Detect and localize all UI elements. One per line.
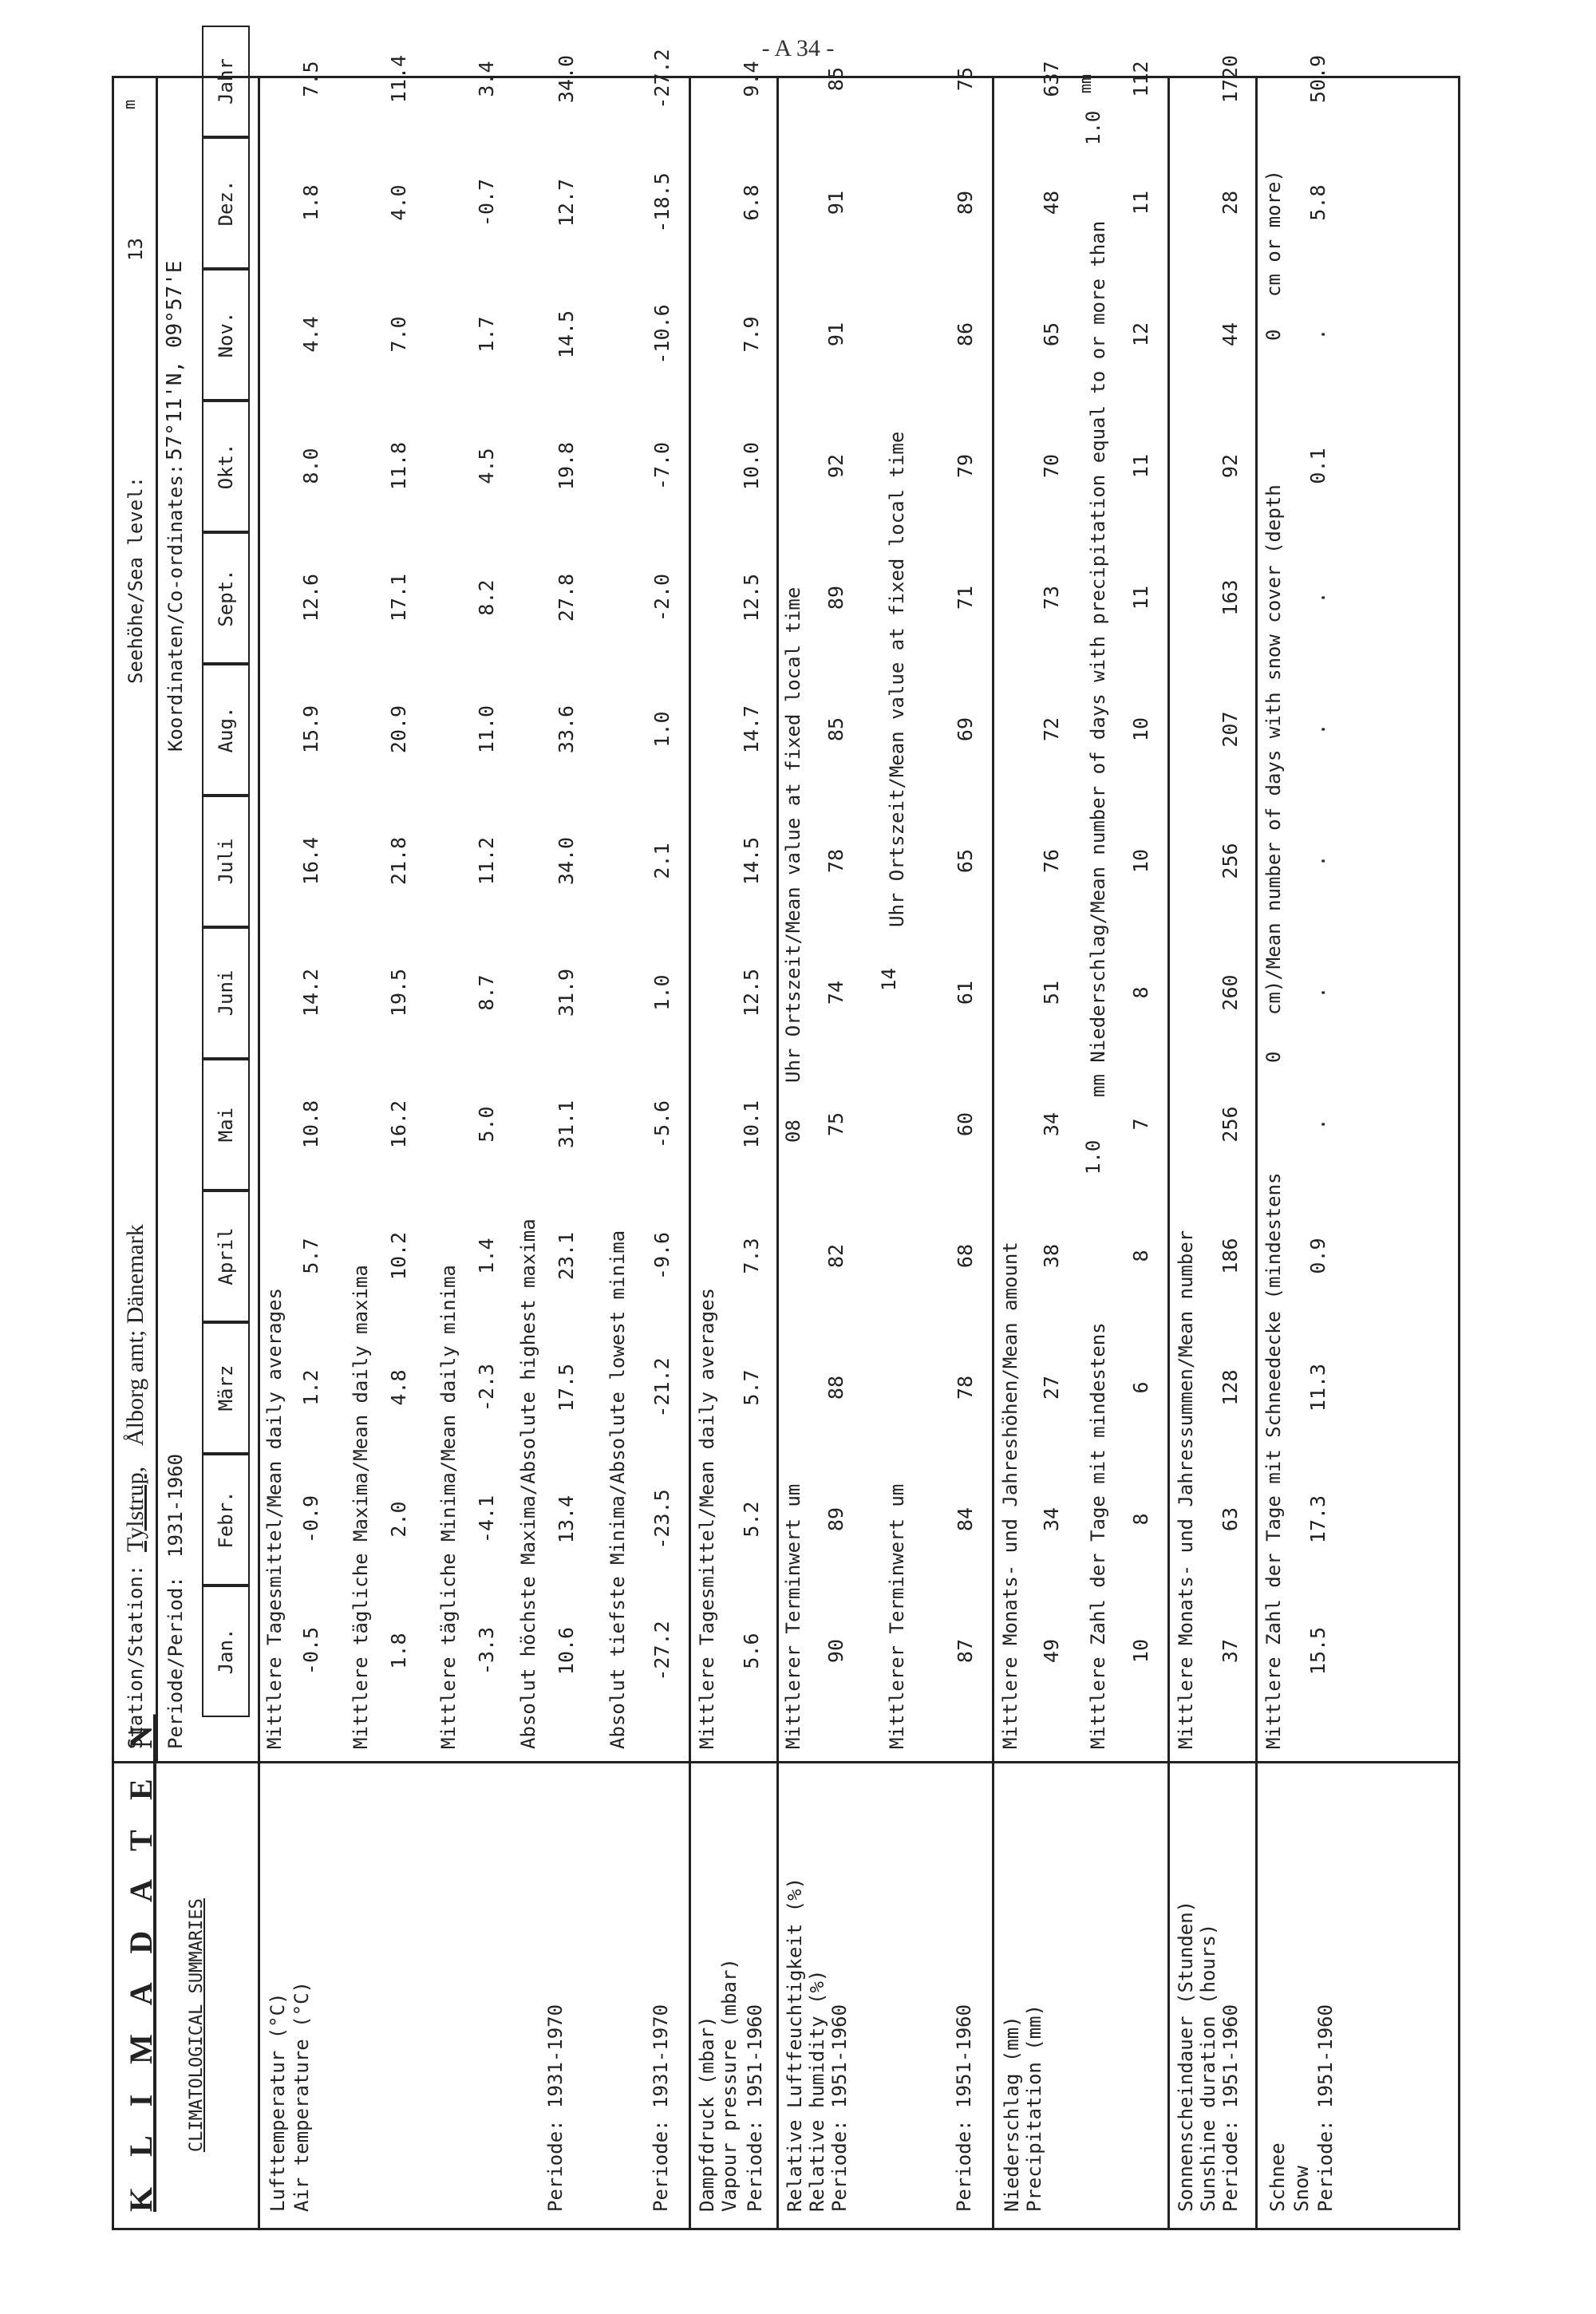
air-temp-mean-row-cell-3: 5.7 (299, 1238, 322, 1274)
air-temp-max-row-cell-7: 20.9 (387, 705, 410, 754)
coordinates-label: Koordinaten/Co-ordinates: (164, 463, 187, 752)
precip-amount-row-cell-2: 27 (1040, 1375, 1063, 1400)
air-temp-mean-row-cell-7: 15.9 (299, 705, 322, 754)
snow-caption-c: cm or more) (1262, 170, 1285, 297)
air-temp-max-row-cell-2: 4.8 (387, 1369, 410, 1406)
air-temp-absmax-row-cell-0: 10.6 (555, 1626, 578, 1676)
sunshine-row-cell-10: 44 (1219, 322, 1242, 347)
precip-days-row-cell-4: 7 (1129, 1118, 1152, 1131)
snow-row-cell-6: . (1306, 855, 1329, 867)
air-temp-max-row-cell-1: 2.0 (387, 1501, 410, 1538)
air-temp-absmin-row-cell-11: -18.5 (650, 172, 674, 233)
precip-amount-row-cell-12: 637 (1040, 61, 1063, 97)
humidity-14-row-cell-9: 79 (954, 453, 977, 479)
air-temp-absmax-row-cell-12: 34.0 (555, 54, 578, 104)
air-temp-absmax-row-cell-2: 17.5 (555, 1363, 578, 1412)
humidity-08-row-cell-7: 85 (824, 717, 847, 742)
humidity-08-row-cell-9: 92 (824, 453, 847, 479)
humidity-14-caption-a: Mittlerer Terminwert um (886, 1483, 908, 1749)
humidity-14-hour: 14 (878, 968, 900, 991)
sunshine-row-cell-3: 186 (1219, 1238, 1242, 1274)
vapour-label-en: Vapour pressure (mbar) (718, 1958, 741, 2212)
air-temp-max-row-cell-12: 11.4 (387, 54, 410, 104)
air-temp-min-row-cell-8: 8.2 (475, 579, 498, 616)
air-temp-absmin-row-cell-1: -23.5 (650, 1489, 674, 1550)
humidity-period-1: Periode: 1951-1960 (828, 2004, 851, 2212)
sunshine-row-cell-4: 256 (1219, 1106, 1242, 1143)
humidity-14-row-cell-0: 87 (954, 1638, 977, 1664)
air-temp-label-de: Lufttemperatur (°C) (267, 1992, 289, 2212)
humidity-08-row-cell-11: 91 (824, 190, 847, 215)
sunshine-period: Periode: 1951-1960 (1219, 2004, 1242, 2212)
precip-days-row-cell-10: 12 (1129, 322, 1152, 347)
snow-row-cell-12: 50.9 (1306, 54, 1329, 104)
humidity-14-row-cell-6: 65 (954, 848, 977, 874)
air-temp-absmin-row-cell-10: -10.6 (650, 304, 674, 365)
precip-days-caption-b: mm Niederschlag/Mean number of days with precipitation equal to or more than (1087, 220, 1109, 1097)
air-temp-mean-row-cell-6: 16.4 (299, 836, 322, 886)
air-temp-min-row-cell-9: 4.5 (475, 448, 498, 484)
sunshine-caption: Mittlere Monats- und Jahressummen/Mean number (1175, 1230, 1197, 1749)
air-temp-max-row-cell-5: 19.5 (387, 968, 410, 1017)
precip-days-threshold-2: 1.0 (1082, 110, 1104, 145)
air-temp-max-row-cell-3: 10.2 (387, 1231, 410, 1281)
humidity-08-row-cell-10: 91 (824, 322, 847, 347)
precip-days-row-cell-12: 112 (1129, 61, 1152, 97)
snow-row-cell-9: 0.1 (1306, 448, 1329, 484)
sunshine-label-en: Sunshine duration (hours) (1197, 1923, 1219, 2212)
period-label: Periode/Period: (164, 1576, 187, 1749)
air-temp-max-row-cell-4: 16.2 (387, 1100, 410, 1149)
snow-row-cell-8: . (1306, 591, 1329, 604)
precip-days-row-cell-3: 8 (1129, 1250, 1152, 1262)
air-temp-mean-row-cell-10: 4.4 (299, 316, 322, 353)
climate-data-sheet (112, 49, 1460, 2230)
humidity-08-row-cell-12: 85 (824, 66, 847, 92)
row-label-column (114, 1714, 1458, 2228)
sunshine-row-cell-6: 256 (1219, 843, 1242, 879)
month-header-1: Febr. (202, 1454, 250, 1585)
air-temp-absmax-row-cell-11: 12.7 (555, 178, 578, 227)
vapour-row-cell-10: 7.9 (740, 316, 763, 353)
precip-days-row-cell-2: 6 (1129, 1381, 1152, 1394)
air-temp-mean-row-cell-2: 1.2 (299, 1369, 322, 1406)
month-header-11: Dez. (202, 137, 250, 269)
humidity-08-row-cell-5: 74 (824, 980, 847, 1005)
snow-label-de: Schnee (1266, 2142, 1289, 2212)
sunshine-row-cell-12: 1720 (1219, 54, 1242, 104)
precip-days-row-cell-0: 10 (1129, 1638, 1152, 1664)
humidity-label-en: Relative humidity (%) (806, 1969, 828, 2212)
humidity-08-row-cell-2: 88 (824, 1375, 847, 1400)
sheet-subtitle: CLIMATOLOGICAL SUMMARIES (187, 1898, 207, 2152)
humidity-08-row-cell-0: 90 (824, 1638, 847, 1664)
month-header-10: Nov. (202, 269, 250, 401)
air-temp-absmin-row-cell-0: -27.2 (650, 1621, 674, 1681)
air-temp-period-1: Periode: 1931-1970 (544, 2004, 567, 2212)
precip-days-row-cell-6: 10 (1129, 848, 1152, 874)
air-temp-absmin-row-cell-6: 2.1 (650, 843, 674, 879)
air-temp-absmax-row-cell-7: 33.6 (555, 705, 578, 754)
air-temp-label-en: Air temperature (°C) (290, 1981, 313, 2212)
snow-row-cell-1: 17.3 (1306, 1495, 1329, 1544)
period-value: 1931-1960 (164, 1453, 187, 1558)
month-header-6: Juli (202, 796, 250, 927)
month-header-3: April (202, 1191, 250, 1322)
air-temp-min-row-cell-12: 3.4 (475, 61, 498, 97)
humidity-14-row-cell-2: 78 (954, 1375, 977, 1400)
data-column (114, 49, 1458, 1761)
air-temp-absmax-row-cell-10: 14.5 (555, 310, 578, 359)
humidity-08-caption-a: Mittlerer Terminwert um (782, 1483, 804, 1749)
month-header-0: Jan. (202, 1585, 250, 1717)
air-temp-min-row-cell-6: 11.2 (475, 836, 498, 886)
humidity-14-row-cell-1: 84 (954, 1506, 977, 1532)
snow-row-cell-7: . (1306, 723, 1329, 736)
humidity-08-row-cell-3: 82 (824, 1243, 847, 1269)
precip-amount-row-cell-4: 34 (1040, 1112, 1063, 1137)
air-temp-mean-row-cell-9: 8.0 (299, 448, 322, 484)
precip-amount-row-cell-10: 65 (1040, 322, 1063, 347)
precip-days-row-cell-1: 8 (1129, 1513, 1152, 1526)
air-temp-absmin-row-cell-2: -21.2 (650, 1357, 674, 1418)
vapour-label-de: Dampfdruck (mbar) (696, 2016, 718, 2212)
month-header-12: Jahr (202, 26, 250, 137)
snow-row-cell-5: . (1306, 986, 1329, 999)
air-temp-mean-row-cell-1: -0.9 (299, 1495, 322, 1544)
air-temp-mean-row-cell-8: 12.6 (299, 573, 322, 622)
air-temp-absmin-row-cell-7: 1.0 (650, 711, 674, 748)
precip-amount-row-cell-11: 48 (1040, 190, 1063, 215)
air-temp-mean-row-cell-0: -0.5 (299, 1626, 322, 1676)
air-temp-mean-row-cell-12: 7.5 (299, 61, 322, 97)
air-temp-max-row-cell-10: 7.0 (387, 316, 410, 353)
air-temp-max-row-cell-0: 1.8 (387, 1633, 410, 1669)
vapour-row-cell-5: 12.5 (740, 968, 763, 1017)
precip-amount-row-cell-6: 76 (1040, 848, 1063, 874)
humidity-label-de: Relative Luftfeuchtigkeit (%) (784, 1877, 806, 2212)
air-temp-absmax-row-cell-5: 31.9 (555, 968, 578, 1017)
humidity-14-row-cell-10: 86 (954, 322, 977, 347)
snow-caption-a: Mittlere Zahl der Tage mit Schneedecke (mindestens (1262, 1172, 1285, 1749)
precip-amount-row-cell-5: 51 (1040, 980, 1063, 1005)
precip-amount-row-cell-3: 38 (1040, 1243, 1063, 1269)
sunshine-row-cell-7: 207 (1219, 711, 1242, 748)
precip-days-row-cell-8: 11 (1129, 585, 1152, 610)
precip-days-row-cell-9: 11 (1129, 453, 1152, 479)
vapour-period: Periode: 1951-1960 (744, 2004, 766, 2212)
air-temp-absmax-row-cell-6: 34.0 (555, 836, 578, 886)
precip-days-row-cell-5: 8 (1129, 986, 1152, 999)
precip-amount-row-cell-9: 70 (1040, 453, 1063, 479)
vapour-row-cell-7: 14.7 (740, 705, 763, 754)
air-temp-absmin-row-cell-3: -9.6 (650, 1231, 674, 1281)
sunshine-row-cell-11: 28 (1219, 190, 1242, 215)
snow-row-cell-10: . (1306, 328, 1329, 341)
air-temp-min-row-cell-2: -2.3 (475, 1363, 498, 1412)
air-temp-min-row-cell-5: 8.7 (475, 974, 498, 1011)
vapour-row-cell-8: 12.5 (740, 573, 763, 622)
air-temp-absmax-row-cell-3: 23.1 (555, 1231, 578, 1281)
air-temp-max-row-cell-11: 4.0 (387, 184, 410, 221)
humidity-08-hour: 08 (782, 1119, 804, 1143)
month-header-8: Sept. (202, 532, 250, 664)
precip-amount-row-cell-7: 72 (1040, 717, 1063, 742)
coordinates-value: 57°11'N, 09°57'E (163, 260, 187, 460)
air-temp-absmax-row-cell-1: 13.4 (555, 1495, 578, 1544)
air-temp-min-row-cell-3: 1.4 (475, 1238, 498, 1274)
snow-row-cell-0: 15.5 (1306, 1626, 1329, 1676)
air-temp-mean-row-cell-4: 10.8 (299, 1100, 322, 1149)
snow-row-cell-4: . (1306, 1118, 1329, 1131)
month-header-9: Okt. (202, 401, 250, 532)
snow-period: Periode: 1951-1960 (1314, 2004, 1337, 2212)
humidity-08-caption-b: Uhr Ortszeit/Mean value at fixed local time (782, 586, 804, 1083)
vapour-row-cell-11: 6.8 (740, 184, 763, 221)
sunshine-row-cell-2: 128 (1219, 1369, 1242, 1406)
air-temp-absmax-row-cell-9: 19.8 (555, 441, 578, 491)
air-temp-absmin-row-cell-5: 1.0 (650, 974, 674, 1011)
sea-level-value: 13 (124, 238, 147, 261)
air-temp-period-2: Periode: 1931-1970 (650, 2004, 672, 2212)
air-temp-min-row-cell-10: 1.7 (475, 316, 498, 353)
precip-days-row-cell-7: 10 (1129, 717, 1152, 742)
vapour-row-cell-2: 5.7 (740, 1369, 763, 1406)
sunshine-row-cell-0: 37 (1219, 1638, 1242, 1664)
month-header-4: Mai (202, 1059, 250, 1191)
sea-level-label: Seehöhe/Sea level: (124, 476, 147, 684)
humidity-14-row-cell-5: 61 (954, 980, 977, 1005)
snow-label-en: Snow (1290, 2166, 1313, 2212)
air-temp-min-row-cell-0: -3.3 (475, 1626, 498, 1676)
vapour-row-cell-12: 9.4 (740, 61, 763, 97)
precip-label-de: Niederschlag (mm) (1001, 2016, 1023, 2212)
sunshine-row-cell-1: 63 (1219, 1506, 1242, 1532)
air-temp-max-row-cell-6: 21.8 (387, 836, 410, 886)
air-temp-absmin-row-cell-9: -7.0 (650, 441, 674, 491)
month-header-row (202, 58, 250, 1761)
air-temp-absmax-row-cell-8: 27.8 (555, 573, 578, 622)
air-temp-max-row-cell-8: 17.1 (387, 573, 410, 622)
snow-row-cell-11: 5.8 (1306, 184, 1329, 221)
vapour-row-cell-4: 10.1 (740, 1100, 763, 1149)
sunshine-row-cell-8: 163 (1219, 579, 1242, 616)
precip-amount-caption: Mittlere Monats- und Jahreshöhen/Mean amount (999, 1242, 1021, 1749)
air-temp-min-row-cell-1: -4.1 (475, 1495, 498, 1544)
air-temp-min-row-cell-7: 11.0 (475, 705, 498, 754)
precip-days-unit: mm (1076, 73, 1095, 93)
precip-days-threshold: 1.0 (1082, 1139, 1104, 1175)
air-temp-min-row-cell-4: 5.0 (475, 1106, 498, 1143)
sea-level-unit: m (120, 99, 139, 109)
humidity-14-row-cell-11: 89 (954, 190, 977, 215)
air-temp-absmax-row-cell-4: 31.1 (555, 1100, 578, 1149)
air-temp-min-row-cell-11: -0.7 (475, 178, 498, 227)
humidity-14-row-cell-7: 69 (954, 717, 977, 742)
humidity-08-row-cell-4: 75 (824, 1112, 847, 1137)
precip-amount-row-cell-8: 73 (1040, 585, 1063, 610)
air-temp-max-caption: Mittlere tägliche Maxima/Mean daily maxima (350, 1265, 372, 1749)
snow-row-cell-3: 0.9 (1306, 1238, 1329, 1274)
air-temp-max-row-cell-9: 11.8 (387, 441, 410, 491)
humidity-14-row-cell-3: 68 (954, 1243, 977, 1269)
humidity-08-row-cell-6: 78 (824, 848, 847, 874)
station-label: Station/Station: (124, 1564, 147, 1749)
humidity-08-row-cell-1: 89 (824, 1506, 847, 1532)
snow-row-cell-2: 11.3 (1306, 1363, 1329, 1412)
air-temp-mean-row-cell-5: 14.2 (299, 968, 322, 1017)
sheet-title: K L I M A D A T E N (123, 1714, 159, 2212)
air-temp-absmax-caption: Absolut höchste Maxima/Absolute highest maxima (517, 1218, 539, 1749)
page-number: - A 34 - (761, 35, 835, 61)
air-temp-absmin-row-cell-12: -27.2 (650, 49, 674, 109)
precip-amount-row-cell-1: 34 (1040, 1506, 1063, 1532)
station-location: Ålborg amt; Dänemark (122, 1224, 148, 1446)
month-header-2: März (202, 1322, 250, 1454)
humidity-14-caption-b: Uhr Ortszeit/Mean value at fixed local time (886, 431, 908, 927)
vapour-row-cell-3: 7.3 (740, 1238, 763, 1274)
sunshine-row-cell-5: 260 (1219, 974, 1242, 1011)
air-temp-mean-row-cell-11: 1.8 (299, 184, 322, 221)
air-temp-absmin-caption: Absolut tiefste Minima/Absolute lowest minima (606, 1230, 629, 1749)
vapour-row-cell-0: 5.6 (740, 1633, 763, 1669)
humidity-14-row-cell-12: 75 (954, 66, 977, 92)
vapour-row-cell-9: 10.0 (740, 441, 763, 491)
humidity-14-row-cell-4: 60 (954, 1112, 977, 1137)
month-header-5: Juni (202, 927, 250, 1059)
air-temp-absmin-row-cell-8: -2.0 (650, 573, 674, 622)
snow-depth-2: 0 (1262, 329, 1285, 341)
station-name: Tylstrup, (122, 1466, 148, 1552)
air-temp-min-caption: Mittlere tägliche Minima/Mean daily minima (437, 1265, 460, 1749)
precip-label-en: Precipitation (mm) (1023, 2004, 1045, 2212)
precip-days-caption-a: Mittlere Zahl der Tage mit mindestens (1087, 1322, 1109, 1749)
humidity-period-2: Periode: 1951-1960 (953, 2004, 975, 2212)
snow-caption-b: cm)/Mean number of days with snow cover (depth (1262, 484, 1285, 1015)
humidity-14-row-cell-8: 71 (954, 585, 977, 610)
vapour-row-cell-1: 5.2 (740, 1501, 763, 1538)
air-temp-absmin-row-cell-4: -5.6 (650, 1100, 674, 1149)
humidity-08-row-cell-8: 89 (824, 585, 847, 610)
air-temp-mean-caption: Mittlere Tagesmittel/Mean daily averages (263, 1288, 286, 1749)
sunshine-row-cell-9: 92 (1219, 453, 1242, 479)
precip-days-row-cell-11: 11 (1129, 190, 1152, 215)
precip-amount-row-cell-0: 49 (1040, 1638, 1063, 1664)
snow-depth: 0 (1262, 1051, 1285, 1063)
month-header-7: Aug. (202, 664, 250, 796)
vapour-caption: Mittlere Tagesmittel/Mean daily averages (696, 1288, 718, 1749)
vapour-row-cell-6: 14.5 (740, 836, 763, 886)
sunshine-label-de: Sonnenscheindauer (Stunden) (1175, 1900, 1197, 2212)
